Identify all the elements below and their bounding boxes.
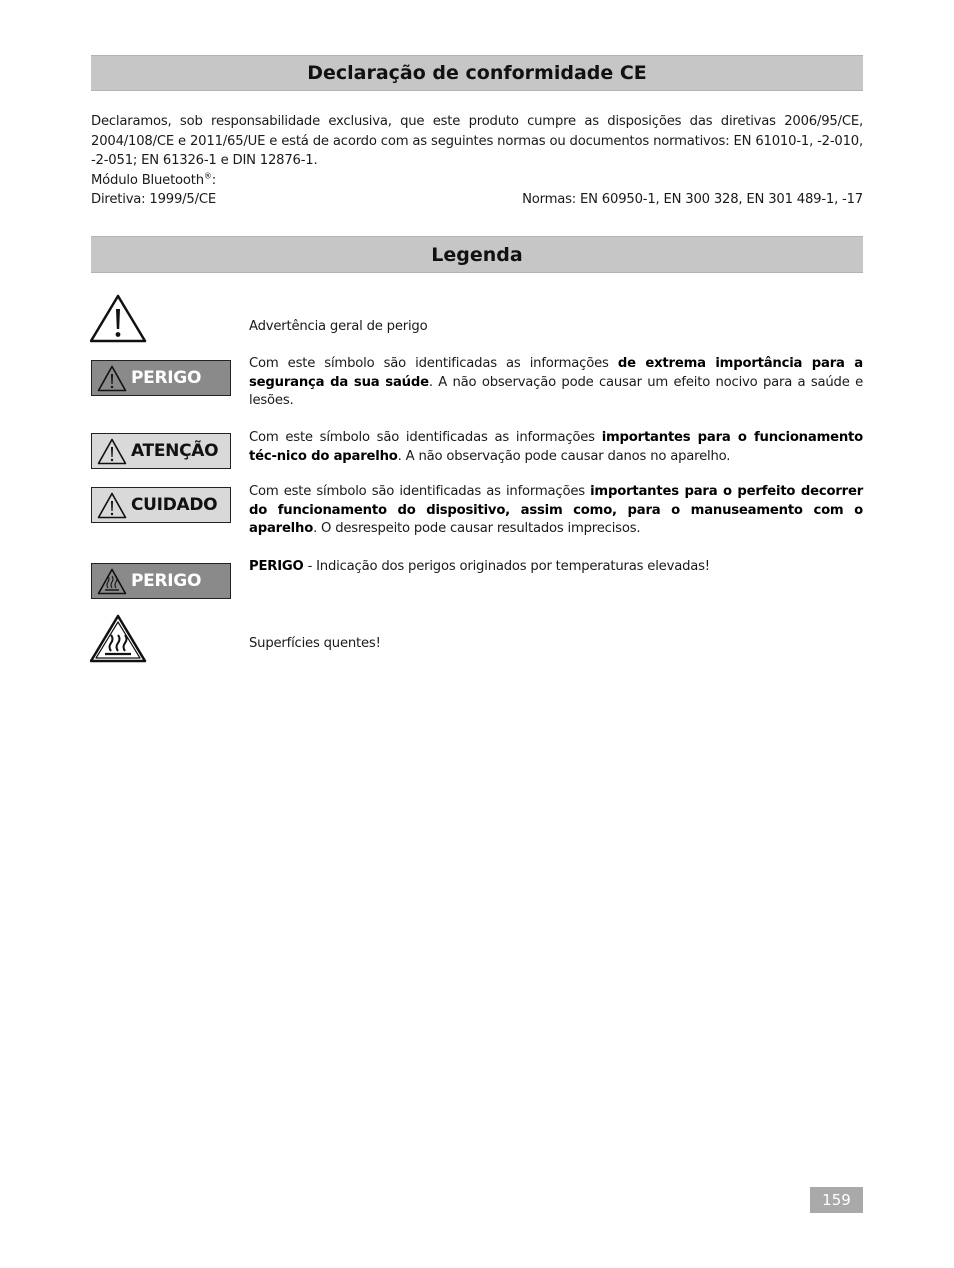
badge-label: CUIDADO	[131, 495, 218, 515]
legend-text-pre: Com este símbolo são identificadas as informações	[249, 356, 618, 371]
warning-triangle-icon	[95, 489, 129, 521]
legend-text-post: . O desrespeito pode causar resultados imprecisos.	[313, 521, 641, 536]
legend-text-pre: Com este símbolo são identificadas as informações	[249, 430, 602, 445]
warning-triangle-icon	[90, 294, 148, 344]
legend-text-bold: importantes para o funcionamento téc-nico do aparelho	[249, 430, 864, 464]
legend-text-bold: importantes para o perfeito decorrer do funcionamento do dispositivo, assim como, para o manuseamento com o aparelho	[249, 484, 863, 536]
warning-triangle-icon	[95, 362, 129, 394]
legend-item-cuidado	[249, 483, 863, 539]
legend-item-general-warning: Advertência geral de perigo	[249, 319, 428, 334]
legend-text-post: . A não observação pode causar danos no aparelho.	[397, 448, 731, 464]
bluetooth-label-text: Módulo Bluetooth	[91, 172, 204, 188]
registered-mark: ®	[203, 171, 212, 181]
perigo-hot-badge	[91, 563, 231, 599]
bluetooth-label	[91, 171, 863, 191]
hot-surface-icon	[90, 614, 148, 664]
legend-item-perigo-hot	[249, 558, 863, 577]
cuidado-badge	[91, 487, 231, 523]
hot-surface-icon	[95, 565, 129, 597]
legend-item-hot-surfaces: Superfícies quentes!	[249, 636, 381, 651]
legend-heading: Legenda	[91, 236, 863, 273]
legend-text-bold: de extrema importância para a segurança da sua saúde	[249, 356, 863, 390]
declaration-paragraph: Declaramos, sob responsabilidade exclusiva, que este produto cumpre as disposições das diretivas 2006/95/CE, 2004/108/CE e 2011/65/UE e está de acordo com as seguintes normas ou documentos normativos: EN 61010-1, -2-010, -2-051; EN 61326-1 e DIN 12876-1.	[91, 114, 863, 168]
legend-text-pre: Com este símbolo são identificadas as informações	[249, 484, 591, 499]
badge-label: PERIGO	[131, 368, 202, 388]
page-number: 159	[810, 1187, 863, 1213]
legend-item-perigo	[249, 355, 863, 411]
legend-item-atencao	[249, 429, 863, 466]
legend-text-post: - Indicação dos perigos originados por temperaturas elevadas!	[303, 559, 710, 574]
bluetooth-colon: :	[211, 172, 216, 188]
directive-text: Diretiva: 1999/5/CE	[91, 192, 216, 207]
perigo-badge	[91, 360, 231, 396]
badge-label: ATENÇÃO	[131, 441, 219, 461]
atencao-badge	[91, 433, 231, 469]
badge-label: PERIGO	[131, 571, 202, 591]
legend-text-bold: PERIGO	[249, 559, 304, 574]
warning-triangle-icon	[95, 435, 129, 467]
declaration-body	[91, 112, 863, 210]
declaration-heading: Declaração de conformidade CE	[91, 55, 863, 91]
legend-text-post: . A não observação pode causar um efeito nocivo para a saúde e lesões.	[249, 374, 863, 408]
norms-text: Normas: EN 60950-1, EN 300 328, EN 301 489-1, -17	[522, 192, 863, 207]
directive-row	[91, 190, 863, 210]
